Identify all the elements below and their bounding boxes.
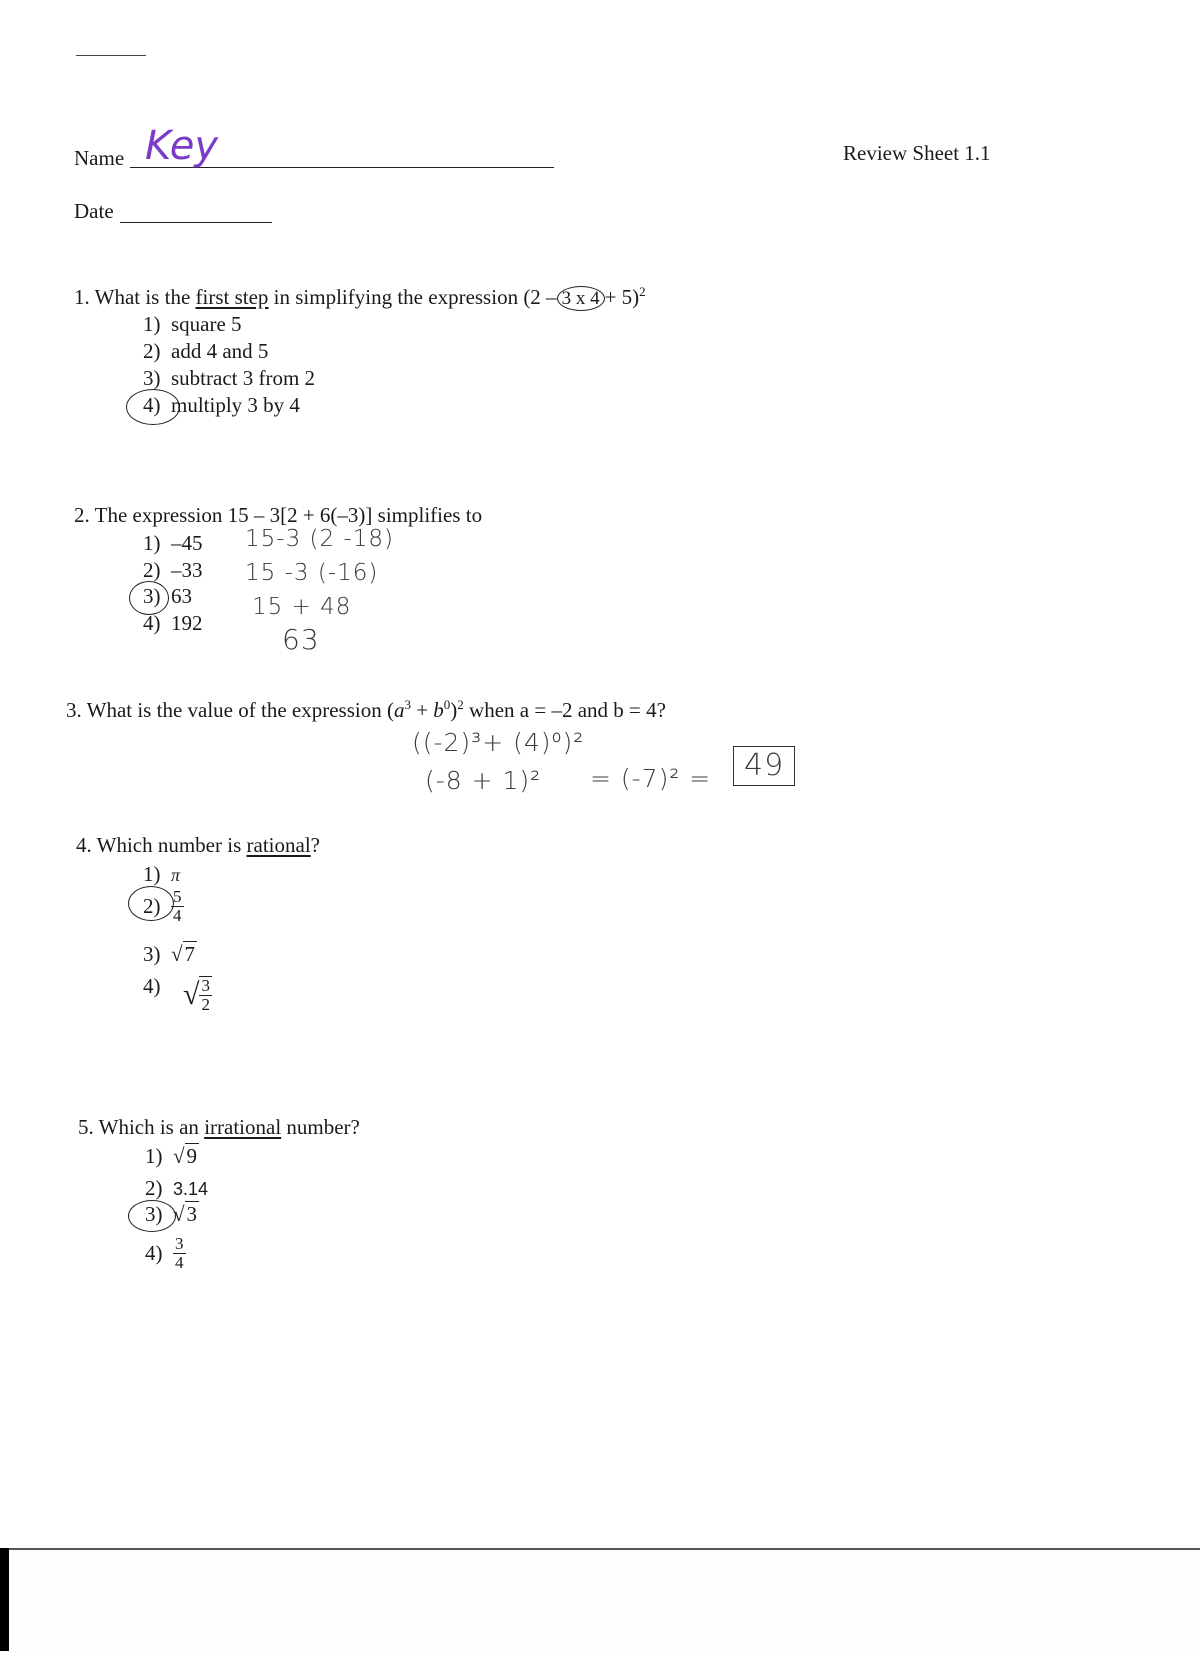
- option-1: [143, 314, 242, 335]
- handwritten-work-line-3: 15 + 48: [252, 594, 352, 620]
- question-suffix: in simplifying the expression (2 –: [273, 285, 557, 309]
- option-text: add 4 and 5: [171, 339, 269, 363]
- option-label: 2): [143, 339, 161, 363]
- option-text: subtract 3 from 2: [171, 366, 316, 390]
- question-number: 5.: [78, 1115, 94, 1139]
- option-label: 4): [143, 611, 161, 635]
- fraction: [199, 976, 212, 1014]
- underlined-word: irrational: [204, 1115, 282, 1139]
- option-1: [143, 533, 203, 554]
- option-text: –45: [171, 531, 203, 555]
- boxed-answer: 49: [733, 746, 795, 786]
- question-3-text: [66, 698, 666, 721]
- option-text: 192: [171, 611, 203, 635]
- option-label: 4): [143, 393, 161, 417]
- square-root: √3: [173, 1202, 198, 1226]
- option-text: multiply 3 by 4: [171, 393, 300, 417]
- handwritten-answer: 63: [282, 623, 320, 656]
- exponent-a: 3: [404, 697, 411, 712]
- name-handwritten: Key: [145, 123, 219, 169]
- denominator: 4: [175, 1252, 184, 1272]
- radicand: 3: [186, 1202, 198, 1226]
- question-2-text: [74, 505, 482, 526]
- answer-circle: [128, 886, 174, 921]
- question-number: 1.: [74, 285, 90, 309]
- radicand: 9: [186, 1144, 198, 1168]
- handwritten-work-line-2: 15 -3 (-16): [245, 560, 379, 586]
- question-number: 4.: [76, 833, 92, 857]
- circled-expression: 3 x 4: [557, 286, 605, 311]
- question-suffix: number?: [286, 1115, 360, 1139]
- square-root: √9: [173, 1144, 198, 1168]
- question-prefix: What is the: [94, 285, 191, 309]
- option-1: [145, 1146, 199, 1167]
- option-label: 4): [145, 1240, 163, 1265]
- option-text: square 5: [171, 312, 242, 336]
- question-text: The expression 15 – 3[2 + 6(–3)] simplifies to: [94, 503, 483, 527]
- underlined-phrase: first step: [195, 285, 269, 309]
- fraction: [173, 1235, 186, 1272]
- option-2: [143, 560, 203, 581]
- numerator: 3: [201, 976, 210, 995]
- option-text: –33: [171, 558, 203, 582]
- question-suffix: when a = –2 and b = 4?: [469, 698, 666, 722]
- option-label: 1): [145, 1144, 163, 1168]
- pi-symbol: π: [171, 865, 181, 885]
- variable-b: b: [433, 698, 444, 722]
- option-label: 3): [145, 1202, 163, 1226]
- option-label: 1): [143, 531, 161, 555]
- denominator: 2: [201, 994, 210, 1014]
- question-number: 2.: [74, 503, 90, 527]
- exponent: 2: [639, 284, 646, 299]
- option-label: 4): [143, 974, 161, 998]
- question-prefix: Which number is: [96, 833, 242, 857]
- option-label: 3): [143, 366, 161, 390]
- option-label: 2): [143, 558, 161, 582]
- option-label: 1): [143, 862, 161, 886]
- question-5-text: [78, 1117, 360, 1138]
- handwritten-work-line-1: 15-3 (2 -18): [245, 526, 394, 552]
- question-prefix: What is the value of the expression (: [86, 698, 394, 722]
- option-4: [143, 976, 161, 997]
- question-number: 3.: [66, 698, 82, 722]
- answer-circle: [126, 389, 180, 425]
- option-3: [143, 368, 315, 389]
- question-tail: + 5): [604, 285, 640, 309]
- numerator: 5: [173, 887, 182, 906]
- scan-left-edge: [0, 1548, 9, 1651]
- question-4-text: [76, 835, 320, 856]
- option-2: [145, 1178, 208, 1199]
- option-4: [143, 613, 203, 634]
- handwritten-work-line-2: (-8 + 1)²: [425, 766, 542, 795]
- stray-mark: [76, 55, 146, 56]
- option-text: 63: [171, 584, 192, 608]
- plus-sign: +: [416, 698, 429, 722]
- denominator: 4: [173, 905, 182, 925]
- answer-circle: [129, 581, 169, 615]
- square-root: √7: [171, 942, 196, 966]
- option-label: 3): [143, 942, 161, 966]
- question-prefix: Which is an: [98, 1115, 199, 1139]
- option-1: [143, 864, 180, 885]
- close-paren: ): [450, 698, 458, 722]
- option-label: 1): [143, 312, 161, 336]
- underlined-word: rational: [246, 833, 311, 857]
- sheet-title: Review Sheet 1.1: [843, 141, 991, 165]
- date-line: [120, 202, 272, 223]
- question-suffix: ?: [310, 833, 320, 857]
- option-label: 2): [143, 893, 161, 918]
- numerator: 3: [175, 1234, 184, 1253]
- option-2: [143, 341, 268, 362]
- variable-a: a: [393, 698, 405, 722]
- outer-exponent: 2: [457, 697, 464, 712]
- answer-circle: [128, 1200, 176, 1232]
- exponent-b: 0: [443, 697, 451, 712]
- option-3: [143, 944, 197, 965]
- name-label: Name: [74, 146, 125, 170]
- square-root-fraction: √ $\frac{3}{2}$: [183, 976, 210, 1014]
- scan-bottom-edge: [0, 1548, 1200, 1653]
- handwritten-work-line-3: = (-7)² =: [590, 764, 712, 793]
- date-label: Date: [74, 199, 114, 223]
- radicand: 7: [184, 942, 196, 966]
- option-label: 2): [145, 1176, 163, 1200]
- option-4: [145, 1235, 186, 1272]
- option-label: 3): [143, 584, 161, 608]
- handwritten-work-line-1: ((-2)³+ (4)⁰)²: [412, 728, 585, 757]
- option-text: 3.14: [173, 1179, 209, 1199]
- question-1-text: [74, 285, 646, 308]
